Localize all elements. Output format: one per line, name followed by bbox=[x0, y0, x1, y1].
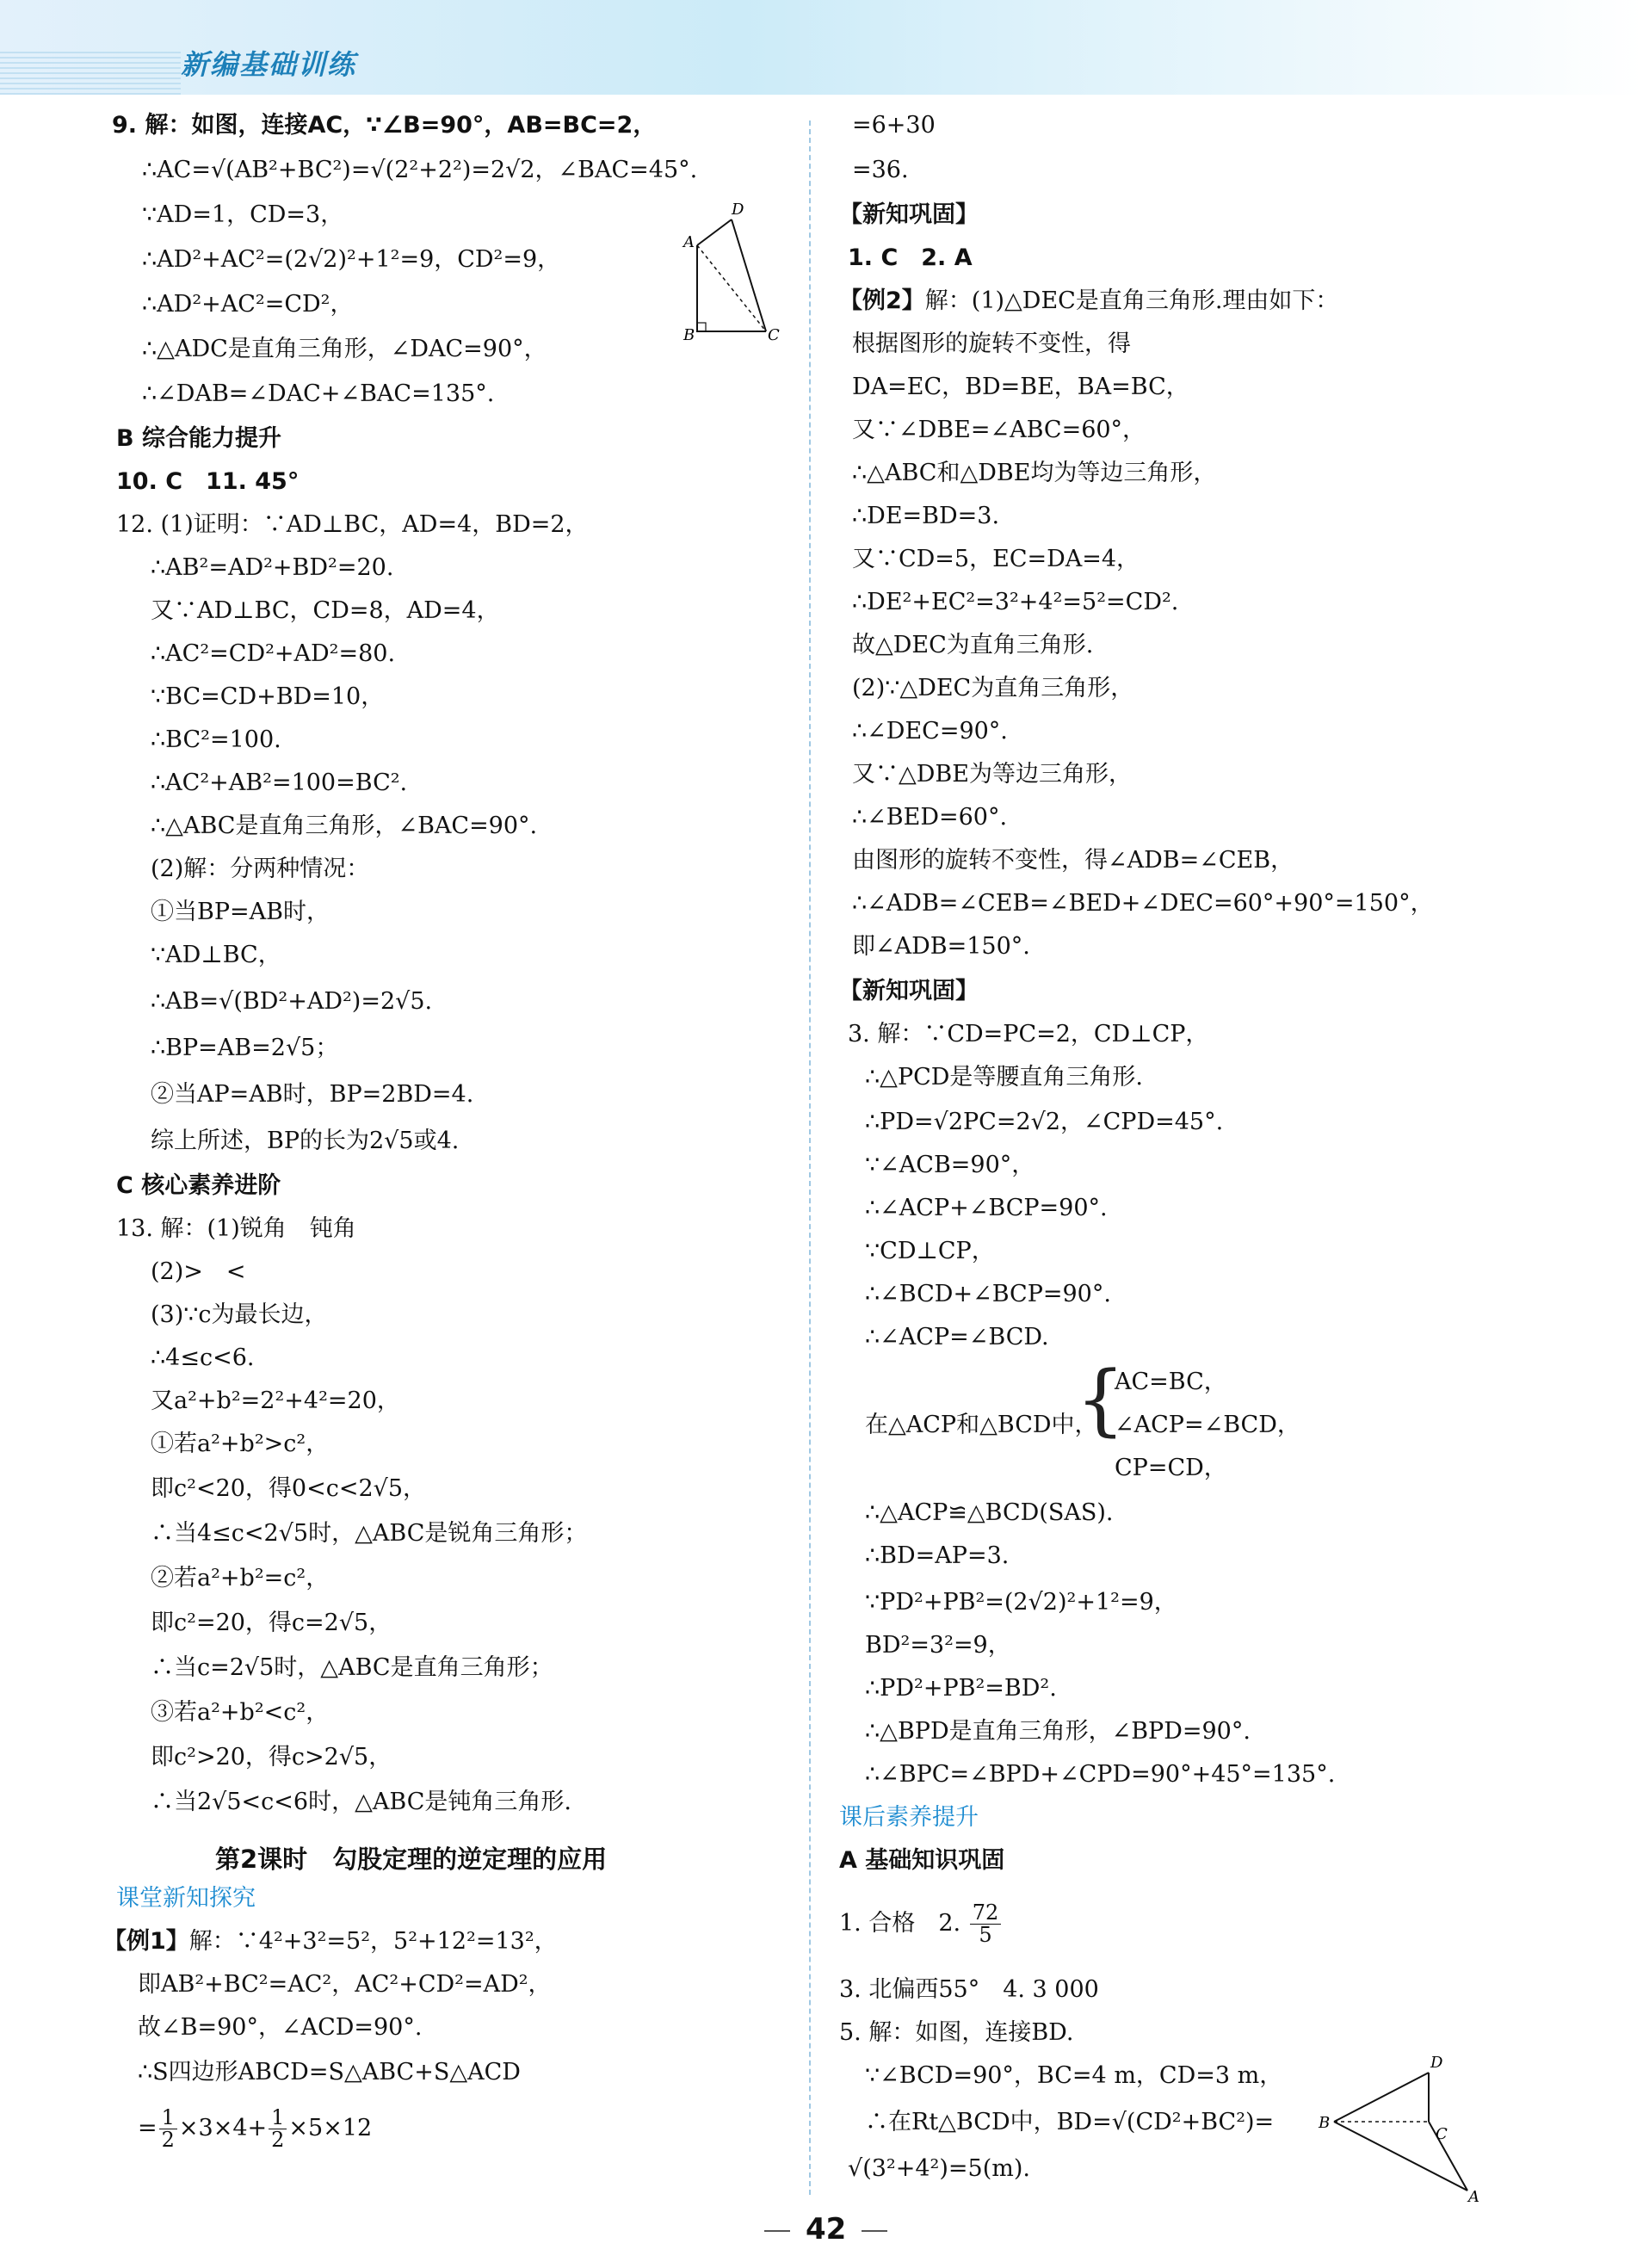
example2-line: 又∵△DBE为等边三角形， bbox=[852, 761, 1132, 788]
q13-line: 即c²<20，得0<c<2√5， bbox=[151, 1475, 427, 1502]
example2-line: ∴∠ADB=∠CEB=∠BED+∠DEC=60°+90°=150°， bbox=[852, 890, 1434, 917]
q13-line: ③若a²+b²<c²， bbox=[151, 1699, 330, 1726]
q5-line: √(3²+4²)=5(m). bbox=[848, 2155, 1030, 2182]
q3-system-prefix: 在△ACP和△BCD中， bbox=[865, 1412, 1098, 1438]
q3-line: ∴△BPD是直角三角形，∠BPD=90°. bbox=[865, 1718, 1251, 1745]
example1-line: 【例1】解：∵4²+3²=5²，5²+12²=13²， bbox=[103, 1928, 558, 1955]
q13-line: 13. 解：(1)锐角 钝角 bbox=[116, 1215, 356, 1242]
q3-line: ∴PD²+PB²=BD². bbox=[865, 1675, 1057, 1702]
q13-line: (3)∵c为最长边， bbox=[151, 1301, 328, 1328]
classroom-heading: 课堂新知探究 bbox=[116, 1885, 256, 1912]
q12-line: ∵BC=CD+BD=10， bbox=[151, 683, 385, 710]
q5-line: ∵∠BCD=90°，BC=4 m，CD=3 m， bbox=[865, 2062, 1283, 2089]
q12-line: ∴BC²=100. bbox=[151, 726, 281, 753]
example2-line: 又∵∠DBE=∠ABC=60°， bbox=[852, 417, 1146, 443]
example1-fraction-line: = $\frac{1}{2}$ ×3×4+ $\frac{1}{2}$ ×5×12 bbox=[138, 2105, 373, 2153]
q12-line: ∴BP=AB=2√5； bbox=[151, 1035, 339, 1061]
figure-triangle-bcd bbox=[1308, 2049, 1480, 2206]
q9-line: ∴∠DAB=∠DAC+∠BAC=135°. bbox=[142, 380, 495, 407]
q3-system-line: ∠ACP=∠BCD， bbox=[1115, 1412, 1300, 1438]
q3-system-line: AC=BC， bbox=[1115, 1369, 1227, 1395]
section-c-heading: C 核心素养进阶 bbox=[116, 1172, 281, 1199]
fig5-label-c: C bbox=[1436, 2125, 1448, 2143]
q13-line: ∴当c=2√5时，△ABC是直角三角形； bbox=[151, 1654, 553, 1681]
example1-line: ∴S四边形ABCD=S△ABC+S△ACD bbox=[138, 2059, 521, 2086]
q3-line: ∴∠BCD+∠BCP=90°. bbox=[865, 1281, 1111, 1307]
q9-line: 9. 解：如图，连接AC，∵∠B=90°，AB=BC=2， bbox=[112, 112, 657, 139]
q13-line: (2)> < bbox=[151, 1258, 246, 1285]
q12-line: 12. (1)证明：∵AD⊥BC，AD=4，BD=2， bbox=[116, 511, 589, 538]
q12-line: 又∵AD⊥BC，CD=8，AD=4， bbox=[151, 597, 500, 624]
example2-line: 根据图形的旋转不变性，得 bbox=[852, 331, 1131, 357]
q5-line: 5. 解：如图，连接BD. bbox=[839, 2019, 1074, 2046]
q13-line: ①若a²+b²>c²， bbox=[151, 1431, 330, 1457]
q12-line: ∴AC²+AB²=100=BC². bbox=[151, 769, 408, 796]
example2-line: DA=EC，BD=BE，BA=BC， bbox=[852, 374, 1189, 400]
q9-line: ∵AD=1，CD=3， bbox=[142, 201, 344, 228]
fig5-label-d: D bbox=[1430, 2054, 1443, 2072]
example2-line: ∴DE=BD=3. bbox=[852, 503, 1000, 529]
fig5-label-b: B bbox=[1319, 2114, 1331, 2132]
q12-line: ∴AC²=CD²+AD²=80. bbox=[151, 640, 396, 667]
after-class-heading: 课后素养提升 bbox=[839, 1804, 979, 1831]
q12-line: 综上所述，BP的长为2√5或4. bbox=[151, 1128, 460, 1154]
fig5-label-a: A bbox=[1468, 2188, 1479, 2206]
example2-line: ∴∠BED=60°. bbox=[852, 804, 1008, 831]
header-title: 新编基础训练 bbox=[181, 48, 357, 81]
q13-line: ∴4≤c<6. bbox=[151, 1344, 255, 1371]
continued-line: =6+30 bbox=[852, 112, 936, 139]
q3-line: ∴PD=√2PC=2√2，∠CPD=45°. bbox=[865, 1109, 1224, 1135]
consolidate-heading: 【新知巩固】 bbox=[839, 978, 979, 1004]
example2-line: ∴DE²+EC²=3²+4²=5²=CD². bbox=[852, 589, 1179, 615]
figure-quadrilateral-abcd bbox=[663, 201, 780, 349]
q13-line: ∴当2√5<c<6时，△ABC是钝角三角形. bbox=[151, 1789, 571, 1815]
example1-line: 故∠B=90°，∠ACD=90°. bbox=[138, 2014, 423, 2041]
column-divider bbox=[809, 121, 811, 2195]
lesson-title: 第2课时 勾股定理的逆定理的应用 bbox=[215, 1845, 608, 1874]
q13-line: ②若a²+b²=c²， bbox=[151, 1565, 330, 1591]
example2-line: ∴△ABC和△DBE均为等边三角形， bbox=[852, 460, 1217, 486]
example2-label: 【例2】 bbox=[839, 287, 925, 314]
fraction: $\frac{1}{2}$ bbox=[269, 2107, 287, 2151]
q12-line: ∴AB²=AD²+BD²=20. bbox=[151, 554, 394, 581]
q12-line: (2)解：分两种情况： bbox=[151, 856, 370, 882]
example1-line: 即AB²+BC²=AC²，AC²+CD²=AD²， bbox=[138, 1971, 552, 1998]
q9-line: ∴AC=√(AB²+BC²)=√(2²+2²)=2√2，∠BAC=45°. bbox=[142, 157, 698, 183]
example2-line: (2)∵△DEC为直角三角形， bbox=[852, 675, 1134, 701]
example2-line: 又∵CD=5，EC=DA=4， bbox=[852, 546, 1140, 572]
q12-line: ∴△ABC是直角三角形，∠BAC=90°. bbox=[151, 813, 538, 839]
q3-line: ∴∠ACP+∠BCP=90°. bbox=[865, 1195, 1108, 1221]
page-number: 42 bbox=[749, 2212, 903, 2246]
q12-line: ∵AD⊥BC， bbox=[151, 942, 281, 968]
q13-line: ∴当4≤c<2√5时，△ABC是锐角三角形； bbox=[151, 1520, 588, 1547]
q3-line: ∴△ACP≌△BCD(SAS). bbox=[865, 1499, 1114, 1526]
fraction: $\frac{1}{2}$ bbox=[159, 2107, 177, 2151]
q12-line: ①当BP=AB时， bbox=[151, 899, 330, 925]
q3-line: ∴△PCD是等腰直角三角形. bbox=[865, 1064, 1143, 1091]
example2-line: ∴∠DEC=90°. bbox=[852, 718, 1008, 745]
q13-line: 即c²=20，得c=2√5， bbox=[151, 1610, 392, 1636]
example1-label: 【例1】 bbox=[103, 1928, 189, 1955]
example2-line: 故△DEC为直角三角形. bbox=[852, 632, 1094, 658]
fraction: $\frac{72}{5}$ bbox=[970, 1902, 1002, 1946]
q13-line: 又a²+b²=2²+4²=20， bbox=[151, 1387, 400, 1414]
q3-line: 3. 解：∵CD=PC=2，CD⊥CP， bbox=[848, 1021, 1209, 1047]
q5-line: ∴在Rt△BCD中，BD=√(CD²+BC²)= bbox=[865, 2109, 1275, 2135]
q3-line: BD²=3²=9， bbox=[865, 1632, 1011, 1659]
fig9-label-d: D bbox=[732, 201, 744, 219]
q3-line: ∵PD²+PB²=(2√2)²+1²=9， bbox=[865, 1589, 1177, 1616]
answers-1-2: 1. C 2. A bbox=[848, 244, 973, 271]
q3-system-line: CP=CD， bbox=[1115, 1455, 1227, 1481]
q3-line: ∵∠ACB=90°， bbox=[865, 1152, 1035, 1178]
brace: { bbox=[1076, 1355, 1126, 1445]
example2-line: 【例2】解：(1)△DEC是直角三角形.理由如下： bbox=[839, 287, 1339, 314]
fig9-label-b: B bbox=[683, 326, 695, 344]
q3-line: ∴∠BPC=∠BPD+∠CPD=90°+45°=135°. bbox=[865, 1761, 1336, 1788]
q9-line: ∴AD²+AC²=(2√2)²+1²=9，CD²=9， bbox=[142, 246, 561, 273]
q12-line: ②当AP=AB时，BP=2BD=4. bbox=[151, 1081, 474, 1108]
example2-line: 由图形的旋转不变性，得∠ADB=∠CEB， bbox=[852, 847, 1294, 874]
q3-line: ∵CD⊥CP， bbox=[865, 1238, 995, 1264]
q3-line: ∴∠ACP=∠BCD. bbox=[865, 1324, 1049, 1350]
header-decoration bbox=[0, 52, 181, 95]
example2-line: 即∠ADB=150°. bbox=[852, 933, 1030, 960]
continued-line: =36. bbox=[852, 157, 909, 183]
answers-10-11: 10. C 11. 45° bbox=[116, 468, 300, 495]
answers-1-2-fraction: 1. 合格 2. $\frac{72}{5}$ bbox=[839, 1902, 1003, 1946]
q9-line: ∴AD²+AC²=CD²， bbox=[142, 291, 354, 318]
section-b-heading: B 综合能力提升 bbox=[116, 425, 281, 452]
q3-line: ∴BD=AP=3. bbox=[865, 1542, 1010, 1569]
q13-line: 即c²>20，得c>2√5， bbox=[151, 1744, 392, 1771]
fig9-label-c: C bbox=[768, 326, 780, 344]
section-a-heading: A 基础知识巩固 bbox=[839, 1847, 1005, 1874]
q12-line: ∴AB=√(BD²+AD²)=2√5. bbox=[151, 988, 433, 1015]
consolidate-heading: 【新知巩固】 bbox=[839, 201, 979, 228]
answers-3-4: 3. 北偏西55° 4. 3 000 bbox=[839, 1976, 1099, 2003]
q9-line: ∴△ADC是直角三角形，∠DAC=90°， bbox=[142, 336, 547, 362]
fig9-label-a: A bbox=[683, 233, 695, 251]
